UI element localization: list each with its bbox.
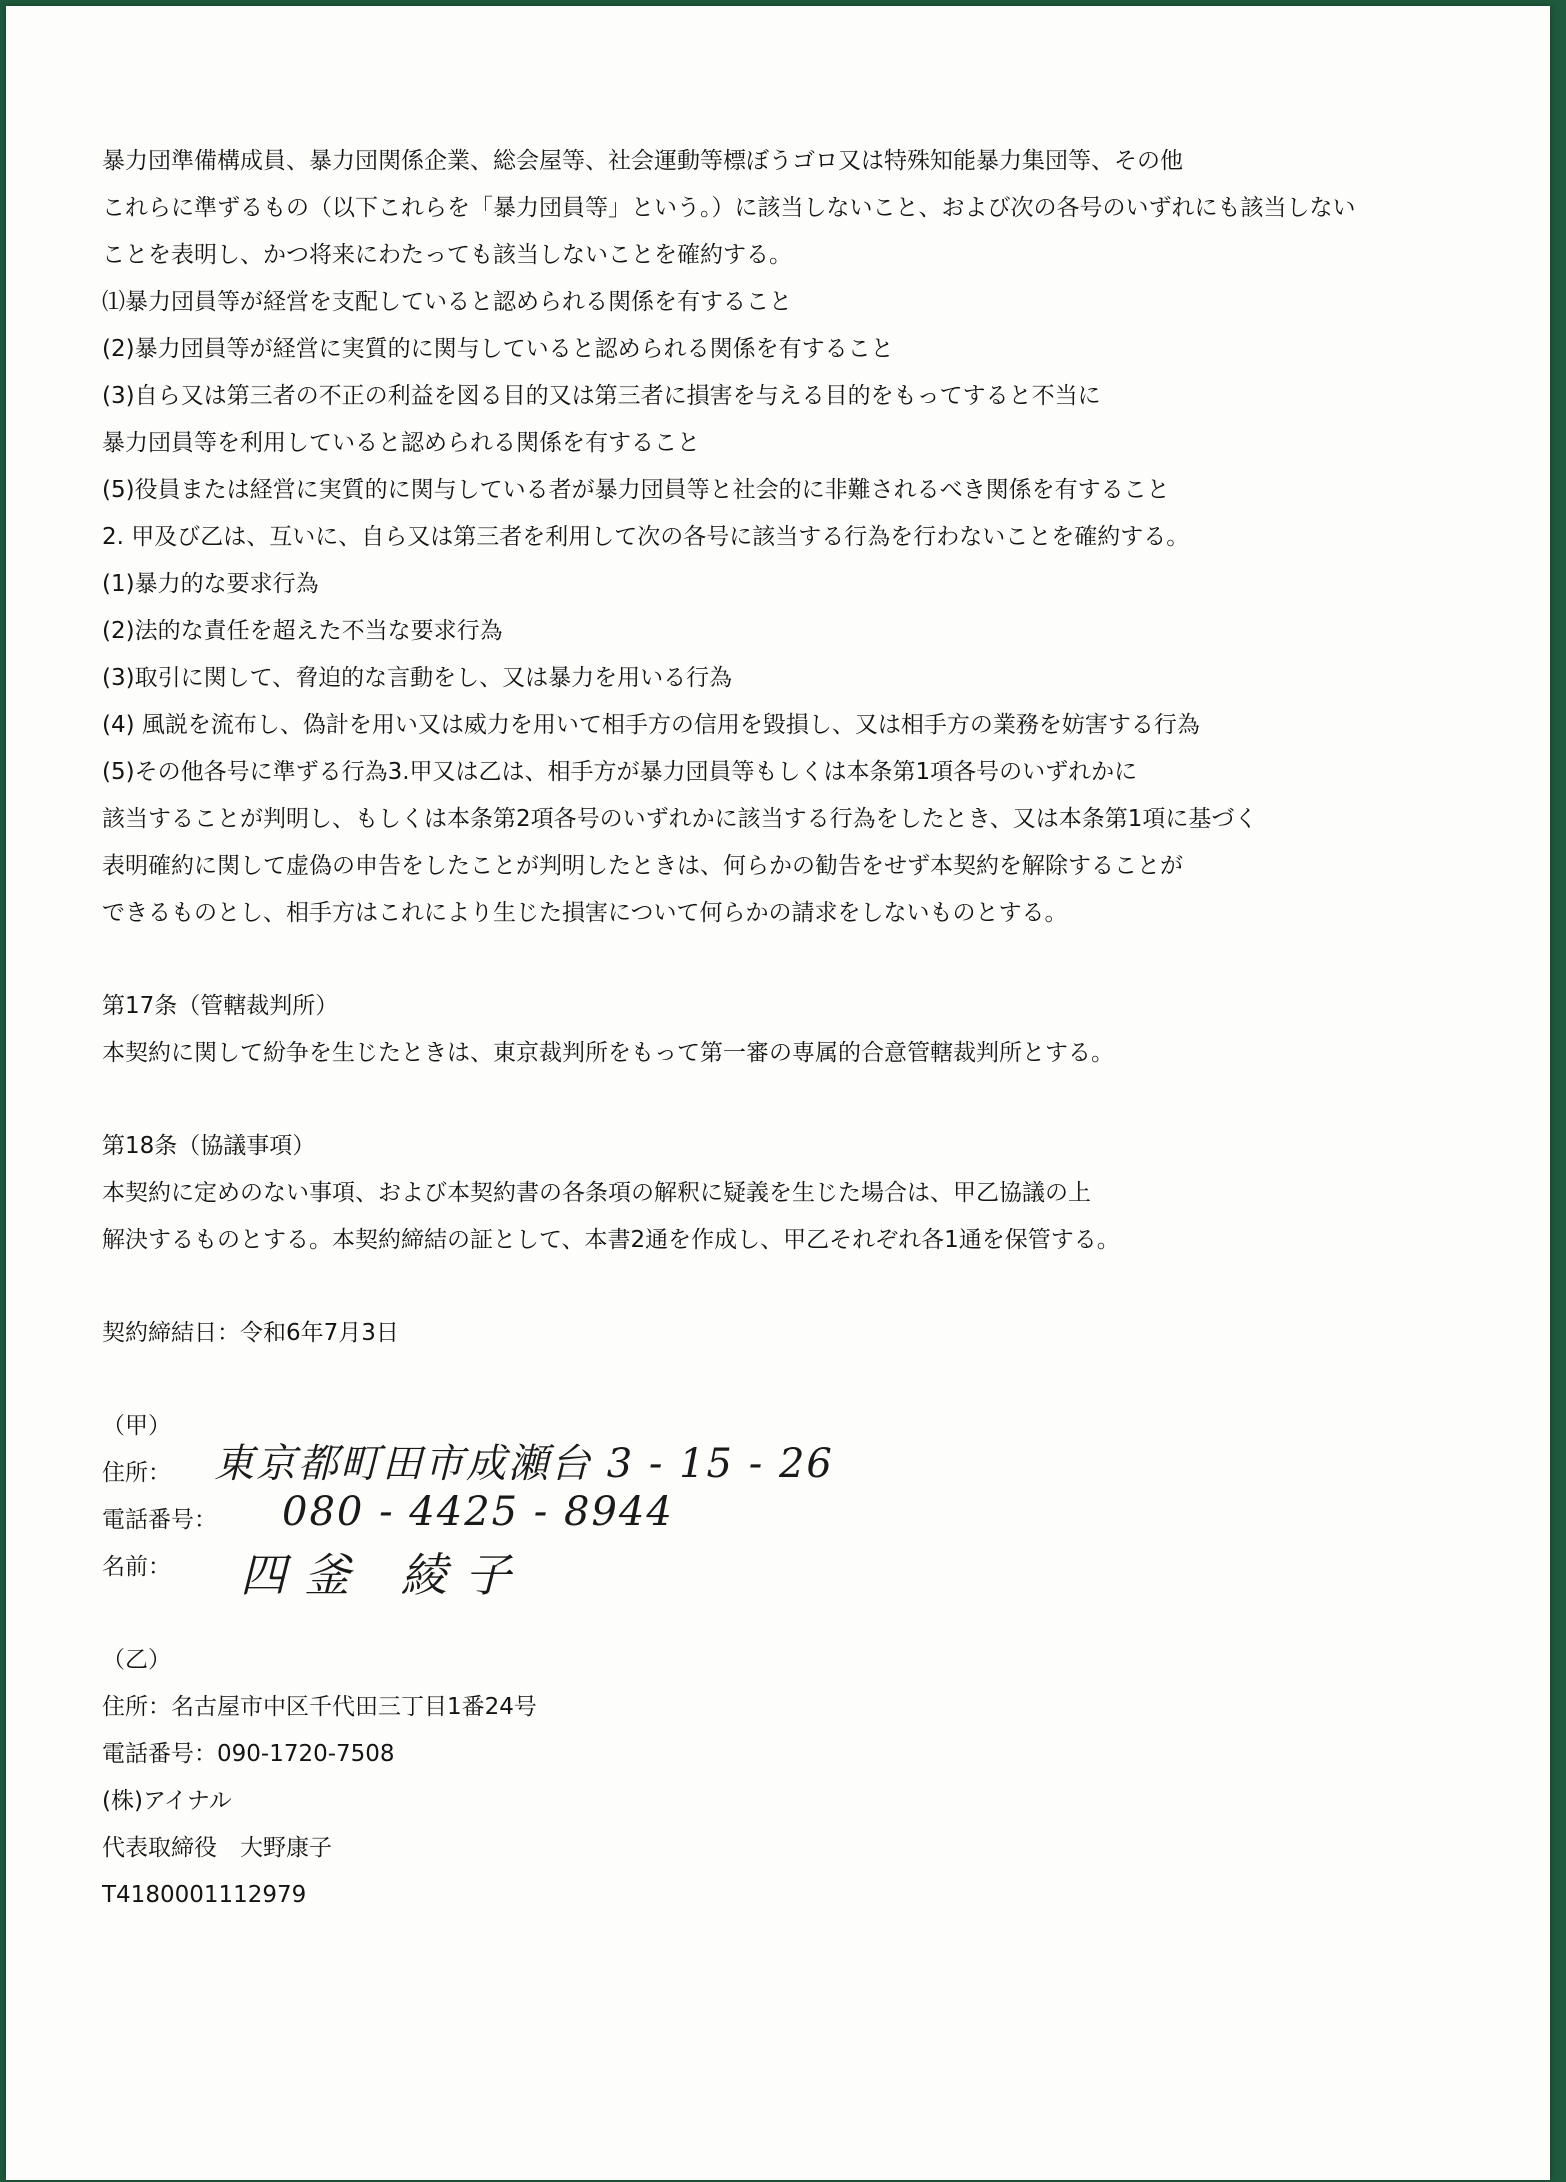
clause16-para-3-line-2: 該当することが判明し、もしくは本条第2項各号のいずれかに該当する行為をしたとき、又は本条第1項に基づく (102, 806, 1258, 832)
clause16-para-3-line-4: できるものとし、相手方はこれにより生じた損害について何らかの請求をしないものとする。 (102, 900, 1068, 926)
clause17-heading: 第17条（管轄裁判所） (102, 993, 339, 1019)
party-b-company: (株)アイナル (102, 1788, 232, 1814)
clause16-para2-item-4: (4) 風説を流布し、偽計を用い又は威力を用いて相手方の信用を毀損し、又は相手方の業務を妨害する行為 (102, 712, 1200, 738)
party-a-phone-handwritten: 080 - 4425 - 8944 (282, 1489, 674, 1535)
clause16-para2-item-1: (1)暴力的な要求行為 (102, 571, 319, 597)
party-a-phone-label: 電話番号： (102, 1507, 217, 1533)
contract-date: 契約締結日：令和6年7月3日 (102, 1320, 399, 1346)
clause16-line-1: 暴力団準備構成員、暴力団関係企業、総会屋等、社会運動等標ぼうゴロ又は特殊知能暴力集団等、その他 (102, 148, 1183, 174)
party-a-name-label: 名前： (102, 1554, 171, 1580)
clause16-para-2: 2. 甲及び乙は、互いに、自ら又は第三者を利用して次の各号に該当する行為を行わないことを確約する。 (102, 524, 1190, 550)
party-a-address-handwritten: 東京都町田市成瀬台 3 - 15 - 26 (214, 1441, 834, 1487)
clause16-line-2: これらに準ずるもの（以下これらを「暴力団員等」という。）に該当しないこと、および次の各号のいずれにも該当しない (102, 195, 1356, 221)
clause18-line-1: 本契約に定めのない事項、および本契約書の各条項の解釈に疑義を生じた場合は、甲乙協議の上 (102, 1180, 1091, 1206)
clause16-line-3: ことを表明し、かつ将来にわたっても該当しないことを確約する。 (102, 242, 792, 268)
clause16-para2-item-3: (3)取引に関して、脅迫的な言動をし、又は暴力を用いる行為 (102, 665, 733, 691)
clause17-body: 本契約に関して紛争を生じたときは、東京裁判所をもって第一審の専属的合意管轄裁判所とする。 (102, 1040, 1114, 1066)
party-b-label: （乙） (102, 1647, 171, 1673)
clause16-item-3: (3)自ら又は第三者の不正の利益を図る目的又は第三者に損害を与える目的をもってすると不当に (102, 383, 1101, 409)
party-a-name-signature: 四釜 綾子 (240, 1548, 529, 1602)
party-b-phone: 電話番号：090-1720-7508 (102, 1741, 395, 1767)
party-a-address-label: 住所： (102, 1460, 171, 1486)
clause16-item-3-cont: 暴力団員等を利用していると認められる関係を有すること (102, 430, 700, 456)
clause18-line-2: 解決するものとする。本契約締結の証として、本書2通を作成し、甲乙それぞれ各1通を保管する。 (102, 1227, 1120, 1253)
party-a-label: （甲） (102, 1413, 171, 1439)
clause16-item-1: ⑴暴力団員等が経営を支配していると認められる関係を有すること (102, 289, 792, 315)
party-b-address: 住所：名古屋市中区千代田三丁目1番24号 (102, 1694, 537, 1720)
clause16-para2-item-2: (2)法的な責任を超えた不当な要求行為 (102, 618, 503, 644)
clause16-item-2: (2)暴力団員等が経営に実質的に関与していると認められる関係を有すること (102, 336, 894, 362)
clause16-para2-item-5: (5)その他各号に準ずる行為3.甲又は乙は、相手方が暴力団員等もしくは本条第1項各号のいずれかに (102, 759, 1138, 785)
contract-page (6, 6, 1550, 2180)
party-b-representative: 代表取締役 大野康子 (102, 1835, 332, 1861)
party-b-registration-number: T4180001112979 (102, 1882, 307, 1908)
clause16-item-5: (5)役員または経営に実質的に関与している者が暴力団員等と社会的に非難されるべき関係を有すること (102, 477, 1170, 503)
clause16-para-3-line-3: 表明確約に関して虚偽の申告をしたことが判明したときは、何らかの勧告をせず本契約を解除することが (102, 853, 1183, 879)
clause18-heading: 第18条（協議事項） (102, 1133, 316, 1159)
